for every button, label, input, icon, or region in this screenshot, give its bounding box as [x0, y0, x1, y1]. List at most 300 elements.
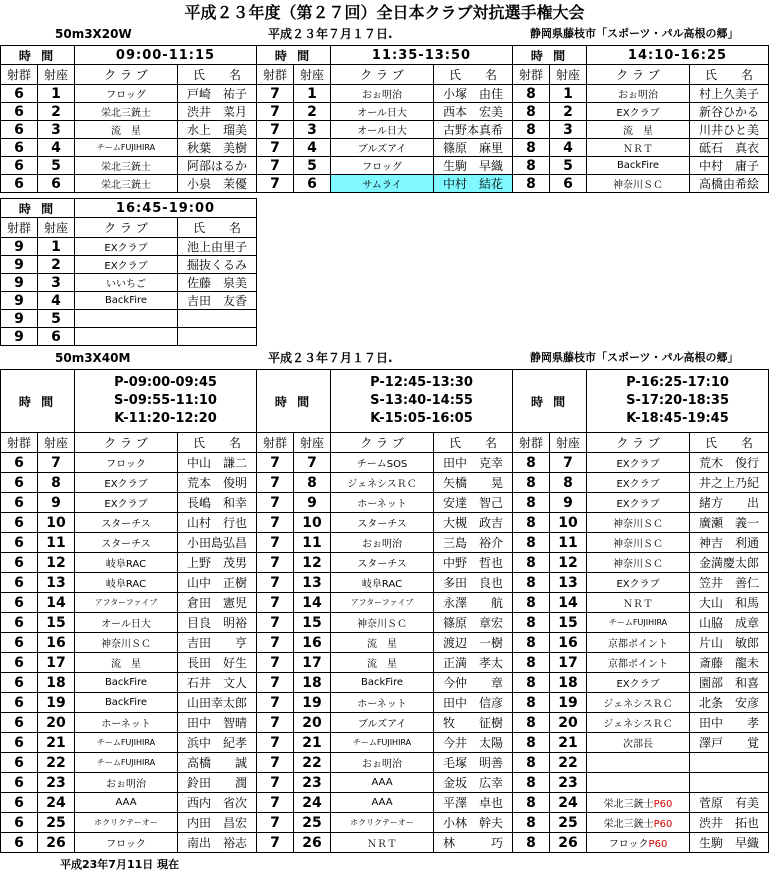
club-cell [331, 121, 434, 139]
time-slot: 16:45-19:00 [75, 199, 257, 218]
club-cell [331, 713, 434, 733]
shooting-group: 6 [1, 121, 38, 139]
shooter-name: 田中 信彦 [434, 693, 513, 713]
club-name: 神奈川ＳＣ [613, 180, 663, 191]
time-label: 時 間 [1, 370, 75, 433]
club-cell [587, 673, 690, 693]
table-row [1, 813, 769, 833]
club-cell [75, 773, 178, 793]
shooting-seat: 15 [550, 613, 587, 633]
club-cell [331, 693, 434, 713]
shooter-name: 林 巧 [434, 833, 513, 853]
club-cell [75, 292, 178, 310]
club-cell [587, 713, 690, 733]
club-name: サムライ [362, 180, 402, 191]
event-venue-men: 静岡県藤枝市「スポーツ・パル高根の郷」 [530, 351, 739, 364]
shooter-name: 山脇 成章 [690, 613, 769, 633]
shooting-seat: 3 [294, 121, 331, 139]
shooting-group: 7 [257, 833, 294, 853]
shooter-name: 鈴田 潤 [178, 773, 257, 793]
club-cell [331, 793, 434, 813]
club-cell [75, 713, 178, 733]
shooting-group: 6 [1, 733, 38, 753]
shooting-seat: 1 [294, 85, 331, 103]
shooter-name: 南出 裕志 [178, 833, 257, 853]
table-row [1, 473, 769, 493]
shooting-seat: 10 [38, 513, 75, 533]
shooting-seat: 24 [550, 793, 587, 813]
time-slot-line: K-11:20-12:20 [114, 411, 217, 426]
club-name: BackFire [360, 677, 404, 688]
shooter-name: 古野本真希 [434, 121, 513, 139]
shooting-group: 6 [1, 653, 38, 673]
shooting-group: 6 [1, 103, 38, 121]
shooter-name: 篠原 章宏 [434, 613, 513, 633]
shooter-name: 神吉 利通 [690, 533, 769, 553]
time-slot-line: S-09:55-11:10 [114, 393, 217, 408]
table-row [1, 310, 257, 328]
shooting-seat: 10 [294, 513, 331, 533]
shooting-seat: 17 [38, 653, 75, 673]
club-name: スターチス [101, 519, 151, 530]
shooting-seat: 18 [294, 673, 331, 693]
shooting-seat: 25 [550, 813, 587, 833]
time-slot: 14:10-16:25 [587, 46, 769, 65]
shooter-name: 斎藤 龍未 [690, 653, 769, 673]
shooter-name: 今井 太陽 [434, 733, 513, 753]
club-cell [331, 533, 434, 553]
shooting-seat: 21 [294, 733, 331, 753]
shooter-name: 戸崎 祐子 [178, 85, 257, 103]
club-suffix: P60 [653, 819, 673, 830]
shooting-group: 7 [257, 473, 294, 493]
shooting-seat: 8 [550, 473, 587, 493]
club-cell [587, 733, 690, 753]
club-name: フロッグ [362, 162, 402, 173]
shooting-group: 6 [1, 613, 38, 633]
shooting-group: 8 [513, 493, 550, 513]
shooting-seat: 15 [38, 613, 75, 633]
shooting-seat: 9 [550, 493, 587, 513]
club-name: 神奈川ＳＣ [357, 619, 408, 630]
shooting-group: 7 [257, 793, 294, 813]
shooting-group: 8 [513, 121, 550, 139]
col-header-name: 氏 名 [178, 433, 257, 453]
col-header-club: ク ラ ブ [75, 433, 178, 453]
club-name: ホーネット [357, 699, 407, 710]
shooting-group: 6 [1, 753, 38, 773]
time-slot-line: K-18:45-19:45 [626, 411, 729, 426]
shooting-seat: 12 [550, 553, 587, 573]
shooting-group: 6 [1, 553, 38, 573]
shooter-name: 川井ひと美 [690, 121, 769, 139]
col-header-name: 氏 名 [690, 433, 769, 453]
shooter-name: 目良 明裕 [178, 613, 257, 633]
club-cell [331, 833, 434, 853]
club-cell [587, 103, 690, 121]
col-header-seat: 射座 [38, 218, 75, 238]
shooter-name: 中野 哲也 [434, 553, 513, 573]
club-name: チームFUJIHIRA [608, 618, 668, 627]
shooting-group: 6 [1, 693, 38, 713]
club-name: EXクラブ [104, 479, 148, 490]
club-cell [75, 553, 178, 573]
shooting-seat: 11 [550, 533, 587, 553]
shooting-group: 8 [513, 453, 550, 473]
shooting-group: 6 [1, 493, 38, 513]
club-cell [331, 453, 434, 473]
shooting-group: 7 [257, 553, 294, 573]
col-header-club: ク ラ ブ [587, 65, 690, 85]
as-of-date: 平成23年7月11日 現在 [60, 858, 180, 871]
shooter-name: 渋井 拓也 [690, 813, 769, 833]
club-name: 岐阜RAC [105, 559, 147, 570]
shooting-seat: 12 [294, 553, 331, 573]
shooting-group: 7 [257, 175, 294, 193]
shooter-name: 矢橋 晃 [434, 473, 513, 493]
club-cell [331, 653, 434, 673]
shooter-name: 片山 敏郎 [690, 633, 769, 653]
shooter-name: 小泉 茉優 [178, 175, 257, 193]
club-cell [331, 733, 434, 753]
club-name: ホーネット [101, 719, 151, 730]
shooter-name: 北条 安彦 [690, 693, 769, 713]
club-cell [331, 573, 434, 593]
club-suffix: P60 [648, 839, 668, 850]
club-cell [587, 833, 690, 853]
shooter-name: 西本 宏美 [434, 103, 513, 121]
shooter-name: 渡辺 一樹 [434, 633, 513, 653]
club-name: スターチス [357, 519, 407, 530]
club-name: ジェネシスＲＣ [347, 479, 417, 490]
time-slot-line: P-09:00-09:45 [114, 375, 217, 390]
club-cell [75, 256, 178, 274]
club-cell [331, 513, 434, 533]
club-name: EXクラブ [104, 499, 148, 510]
club-name: フロッグ [106, 90, 146, 101]
shooting-group: 7 [257, 103, 294, 121]
shooting-group: 8 [513, 793, 550, 813]
shooting-seat: 6 [38, 175, 75, 193]
club-name: ホーネット [357, 499, 407, 510]
shooting-group: 7 [257, 693, 294, 713]
shooting-group: 6 [1, 633, 38, 653]
shooter-name: 吉田 亨 [178, 633, 257, 653]
col-header-group: 射群 [257, 433, 294, 453]
shooter-name: 砥石 真衣 [690, 139, 769, 157]
shooting-group: 8 [513, 175, 550, 193]
table-row [1, 753, 769, 773]
shooter-name: 金坂 広幸 [434, 773, 513, 793]
shooter-name: 園部 和喜 [690, 673, 769, 693]
club-cell [331, 633, 434, 653]
shooting-seat: 4 [38, 139, 75, 157]
table-row [1, 833, 769, 853]
shooter-name: 篠原 麻里 [434, 139, 513, 157]
club-cell [587, 85, 690, 103]
shooting-seat: 25 [294, 813, 331, 833]
club-cell [587, 593, 690, 613]
club-name: AAA [371, 797, 393, 808]
club-cell [331, 157, 434, 175]
table-row [1, 773, 769, 793]
shooting-seat: 26 [38, 833, 75, 853]
table-row [1, 533, 769, 553]
club-cell [75, 813, 178, 833]
shooting-seat: 1 [550, 85, 587, 103]
shooting-seat: 20 [38, 713, 75, 733]
shooting-group: 6 [1, 175, 38, 193]
club-name: アフターファイブ [350, 598, 414, 607]
club-name: おぉ明治 [362, 759, 403, 770]
shooting-group: 7 [257, 653, 294, 673]
col-header-group: 射群 [513, 433, 550, 453]
shooter-name: 笠井 善仁 [690, 573, 769, 593]
shooter-name: 菅原 有美 [690, 793, 769, 813]
shooting-seat: 22 [38, 753, 75, 773]
shooting-group: 7 [257, 139, 294, 157]
shooting-seat: 2 [294, 103, 331, 121]
club-cell [587, 753, 690, 773]
club-cell [587, 175, 690, 193]
shooter-name: 山村 行也 [178, 513, 257, 533]
shooter-name: 井之上乃紀 [690, 473, 769, 493]
club-cell [587, 793, 690, 813]
col-header-club: ク ラ ブ [75, 65, 178, 85]
shooting-group: 9 [1, 274, 38, 292]
club-cell [75, 453, 178, 473]
club-name: 栄北三銃士 [603, 819, 654, 830]
shooting-group: 6 [1, 673, 38, 693]
club-name: EXクラブ [616, 479, 660, 490]
table-row [1, 593, 769, 613]
shooting-seat: 2 [550, 103, 587, 121]
col-header-name: 氏 名 [178, 65, 257, 85]
club-cell [75, 175, 178, 193]
shooter-name: 牧 征樹 [434, 713, 513, 733]
shooting-seat: 4 [550, 139, 587, 157]
club-name: EXクラブ [616, 579, 660, 590]
shooter-name: 山田幸太郎 [178, 693, 257, 713]
club-name: BackFire [104, 677, 148, 688]
shooter-name: 新谷ひかる [690, 103, 769, 121]
shooting-group: 7 [257, 157, 294, 175]
club-cell [587, 693, 690, 713]
shooter-name: 澤戸 覚 [690, 733, 769, 753]
shooter-name: 高橋 誠 [178, 753, 257, 773]
shooting-group: 8 [513, 813, 550, 833]
club-cell [75, 310, 178, 328]
club-name: 神奈川ＳＣ [613, 519, 664, 530]
club-name: BackFire [104, 697, 148, 708]
club-cell [587, 653, 690, 673]
club-name: ジェネシスＲＣ [603, 719, 673, 730]
club-name: フロック [106, 839, 146, 850]
shooting-seat: 14 [294, 593, 331, 613]
shooting-seat: 18 [550, 673, 587, 693]
table-row [1, 292, 257, 310]
shooting-seat: 23 [294, 773, 331, 793]
club-name: EXクラブ [104, 243, 148, 254]
club-name: ホクリクテーオー [350, 818, 414, 827]
club-name: オール日大 [101, 619, 151, 630]
table-row [1, 85, 769, 103]
shooting-seat: 21 [550, 733, 587, 753]
shooting-group: 6 [1, 473, 38, 493]
time-label: 時 間 [1, 46, 75, 65]
club-name: 神奈川ＳＣ [101, 639, 151, 650]
club-cell [75, 673, 178, 693]
shooting-seat: 15 [294, 613, 331, 633]
shooter-name: 浜中 紀孝 [178, 733, 257, 753]
shooter-name: 小塚 由佳 [434, 85, 513, 103]
club-cell [331, 593, 434, 613]
shooting-group: 9 [1, 238, 38, 256]
shooting-seat: 6 [38, 328, 75, 346]
shooting-seat: 18 [38, 673, 75, 693]
club-name: BackFire [616, 160, 660, 171]
shooting-seat: 19 [38, 693, 75, 713]
club-cell [75, 653, 178, 673]
col-header-club: ク ラ ブ [75, 218, 178, 238]
club-name: おぉ明治 [106, 779, 146, 790]
col-header-seat: 射座 [38, 433, 75, 453]
club-name: オール日大 [357, 108, 407, 119]
club-name: おぉ明治 [362, 90, 402, 101]
table-row [1, 256, 257, 274]
table-row [1, 713, 769, 733]
shooting-group: 8 [513, 633, 550, 653]
women-schedule-table-late [0, 198, 257, 346]
club-cell [331, 553, 434, 573]
club-cell [331, 753, 434, 773]
shooter-name: 田中 孝 [690, 713, 769, 733]
event-date-men: 平成２３年７月１７日. [268, 351, 393, 365]
club-cell [587, 573, 690, 593]
table-row [1, 733, 769, 753]
shooting-group: 6 [1, 833, 38, 853]
shooting-group: 8 [513, 753, 550, 773]
col-header-seat: 射座 [550, 65, 587, 85]
shooting-group: 9 [1, 292, 38, 310]
club-cell [75, 793, 178, 813]
shooter-name: 多田 良也 [434, 573, 513, 593]
shooting-seat: 10 [550, 513, 587, 533]
time-label: 時 間 [513, 46, 587, 65]
shooting-group: 9 [1, 256, 38, 274]
club-cell [75, 573, 178, 593]
shooter-name: 中村 庸子 [690, 157, 769, 175]
shooting-group: 6 [1, 713, 38, 733]
shooter-name: 高橋由希絵 [690, 175, 769, 193]
shooting-group: 6 [1, 157, 38, 175]
time-label: 時 間 [257, 46, 331, 65]
time-slot: 11:35-13:50 [331, 46, 513, 65]
club-name: スターチス [101, 539, 151, 550]
col-header-group: 射群 [257, 65, 294, 85]
club-name: 岐阜RAC [361, 579, 403, 590]
table-row [1, 513, 769, 533]
club-cell [587, 121, 690, 139]
club-cell [75, 103, 178, 121]
shooting-seat: 14 [38, 593, 75, 613]
col-header-club: ク ラ ブ [331, 65, 434, 85]
club-name: 栄北三銃士 [603, 799, 654, 810]
shooter-name [690, 773, 769, 793]
shooting-seat: 7 [550, 453, 587, 473]
table-row [1, 633, 769, 653]
club-cell [75, 121, 178, 139]
shooter-name: 阿部はるか [178, 157, 257, 175]
club-name: 流 星 [111, 659, 141, 670]
club-cell [75, 274, 178, 292]
club-cell [587, 157, 690, 175]
club-name: フロック [608, 839, 649, 850]
club-cell [75, 85, 178, 103]
shooter-name: 渋井 菜月 [178, 103, 257, 121]
shooter-name: 緒方 出 [690, 493, 769, 513]
shooting-group: 7 [257, 613, 294, 633]
shooting-group: 8 [513, 613, 550, 633]
shooting-seat: 8 [38, 473, 75, 493]
club-cell [75, 513, 178, 533]
club-name: ＮＲＴ [623, 599, 654, 610]
club-cell [331, 773, 434, 793]
col-header-club: ク ラ ブ [331, 433, 434, 453]
shooting-group: 7 [257, 713, 294, 733]
shooting-seat: 17 [550, 653, 587, 673]
shooter-name: 石井 文人 [178, 673, 257, 693]
time-slot-line: K-15:05-16:05 [370, 411, 473, 426]
club-cell [331, 139, 434, 157]
shooting-seat: 25 [38, 813, 75, 833]
col-header-name: 氏 名 [178, 218, 257, 238]
shooting-seat: 1 [38, 238, 75, 256]
shooting-seat: 3 [550, 121, 587, 139]
shooting-group: 7 [257, 753, 294, 773]
club-cell [75, 139, 178, 157]
shooter-name: 中村 結花 [434, 175, 513, 193]
shooter-name: 長田 好生 [178, 653, 257, 673]
shooter-name: 荒木 俊行 [690, 453, 769, 473]
col-header-seat: 射座 [38, 65, 75, 85]
shooting-seat: 5 [550, 157, 587, 175]
club-cell [75, 733, 178, 753]
table-row [1, 157, 769, 175]
club-name: オール日大 [357, 126, 407, 137]
shooting-seat: 13 [38, 573, 75, 593]
shooter-name: 田中 智晴 [178, 713, 257, 733]
shooter-name: 中山 謙二 [178, 453, 257, 473]
club-name: 栄北三銃士 [101, 180, 151, 191]
club-name: ブルズアイ [357, 719, 407, 730]
shooting-group: 6 [1, 593, 38, 613]
shooting-group: 8 [513, 157, 550, 175]
col-header-club: ク ラ ブ [587, 433, 690, 453]
table-row [1, 238, 257, 256]
time-label: 時 間 [257, 370, 331, 433]
shooting-seat: 9 [294, 493, 331, 513]
shooting-seat: 16 [550, 633, 587, 653]
shooting-group: 6 [1, 533, 38, 553]
shooting-group: 8 [513, 733, 550, 753]
shooting-seat: 24 [294, 793, 331, 813]
shooting-seat: 8 [294, 473, 331, 493]
shooting-seat: 11 [294, 533, 331, 553]
club-suffix: P60 [653, 799, 673, 810]
shooter-name: 吉田 友香 [178, 292, 257, 310]
club-name: BackFire [104, 295, 148, 306]
